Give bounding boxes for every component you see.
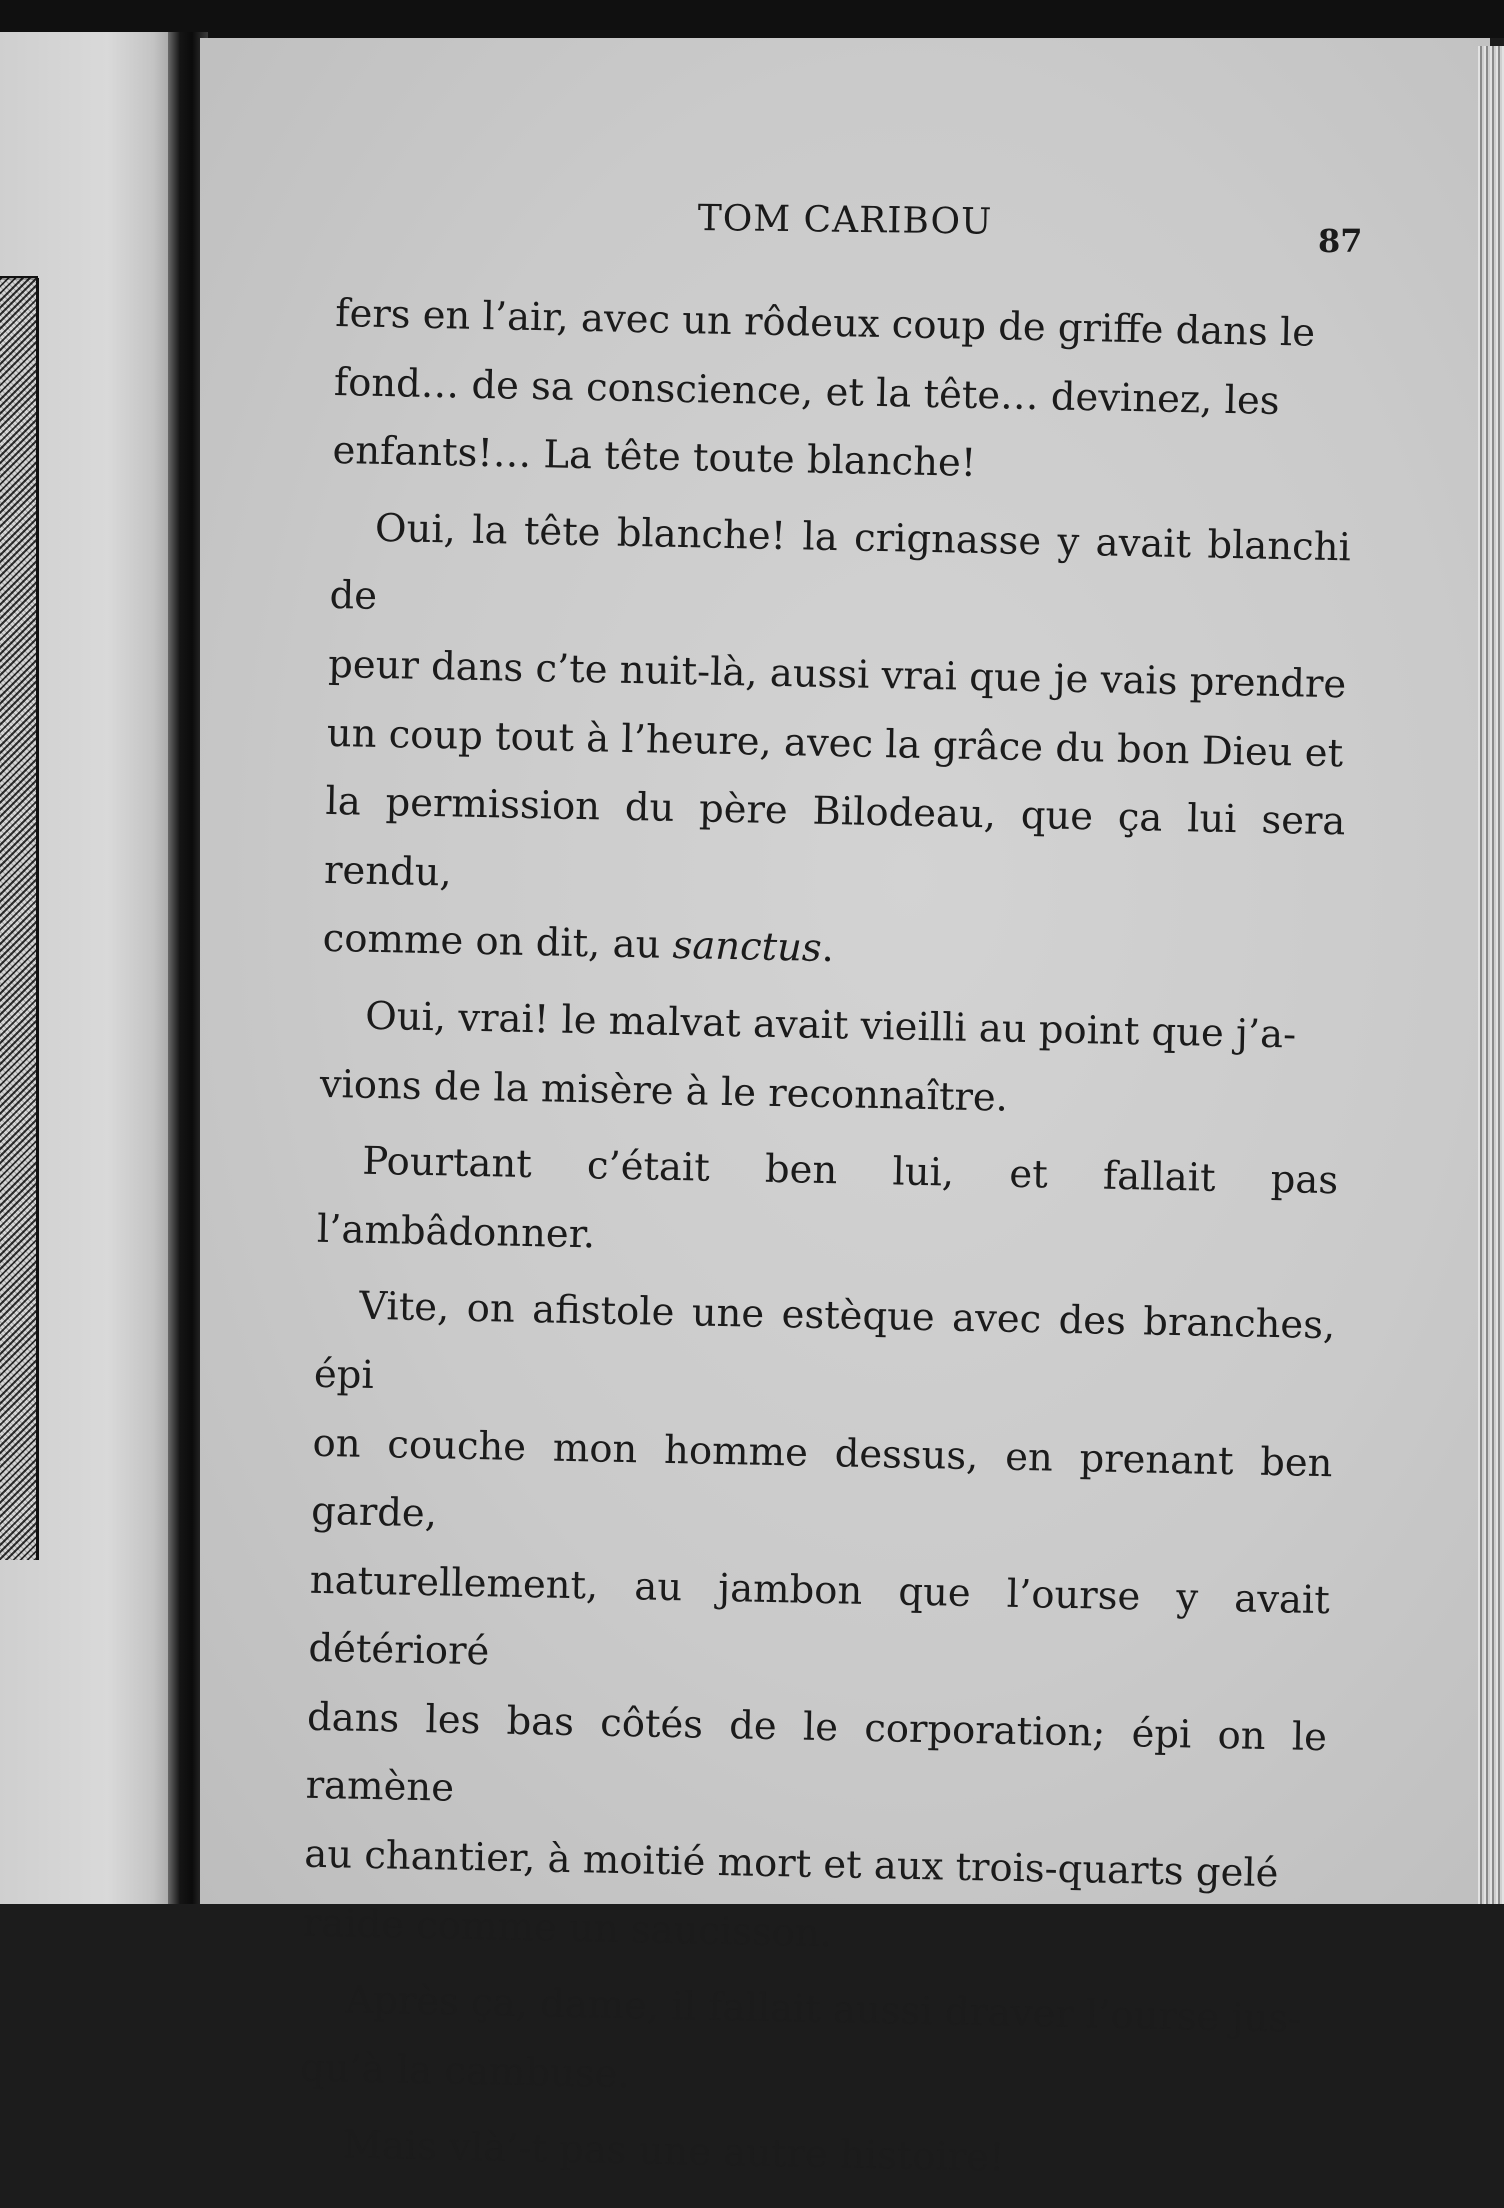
scan-top-border [0,0,1504,38]
text-line: on couche mon homme dessus, en prenant ben garde, [310,1420,1333,1537]
text-line: Après ça, dame, il fallait aussi draver l’ourse jus- [345,1977,1302,2042]
page-number: 87 [1318,222,1363,260]
text-line: dans les bas côtés de le corporation; épi on le ramène [305,1694,1328,1812]
text-line: Oui, la tête blanche! la crignasse y avait blanchi de [329,505,1352,620]
paragraph-2 [322,494,1351,995]
text-line: Vite, on afistole une estèque avec des branches, épi [313,1283,1336,1398]
text-line: un coup tout à l’heure, avec la grâce du bon Dieu et [326,710,1344,776]
body-text [298,280,1356,2208]
text-line: Oui, vrai! le malvat avait vieilli au point que j’a- [364,993,1297,1058]
text-line: fond… de sa conscience, et la tête… devinez, les [333,359,1280,424]
text-line: peur dans c’te nuit-là, aussi vrai que je vais prendre [327,641,1347,708]
left-page-illustration [0,278,39,1560]
text-line-end: . [821,926,835,972]
text-line: vions de la misère à le reconnaître. [319,1061,1009,1121]
text-line: au chantier, à moitié mort et aux trois-quarts gelé [303,1831,1279,1897]
paragraph-7 [298,2111,1319,2200]
text-line: qu’à la cambuse. [299,2045,631,2098]
paragraph-5 [302,1272,1336,1978]
text-line: Mais vlà’-t pas une autre histoire! [342,2122,1005,2182]
text-line: enfants!… La tête toute blanche! [332,428,977,487]
paragraph-4 [316,1127,1339,1285]
running-head: TOM CARIBOU [697,198,993,243]
italic-word: sanctus [672,923,823,972]
text-line: fers en l’air, avec un rôdeux coup de griffe dans le [334,290,1316,356]
text-line: naturellement, au jambon que l’ourse y avait détérioré [308,1557,1331,1675]
page-edges [1478,46,1504,1904]
paragraph-6 [299,1966,1322,2124]
paragraph-1 [332,280,1356,506]
text-line: comme on dit, au [322,916,674,969]
text-line: raide comme un saucisson. [302,1900,833,1956]
text-line: Pourtant c’était ben lui, et fallait pas l’ambâdonner. [316,1138,1339,1258]
text-line: la permission du père Bilodeau, que ça lui sera rendu, [323,779,1346,896]
paragraph-3 [319,982,1342,1140]
